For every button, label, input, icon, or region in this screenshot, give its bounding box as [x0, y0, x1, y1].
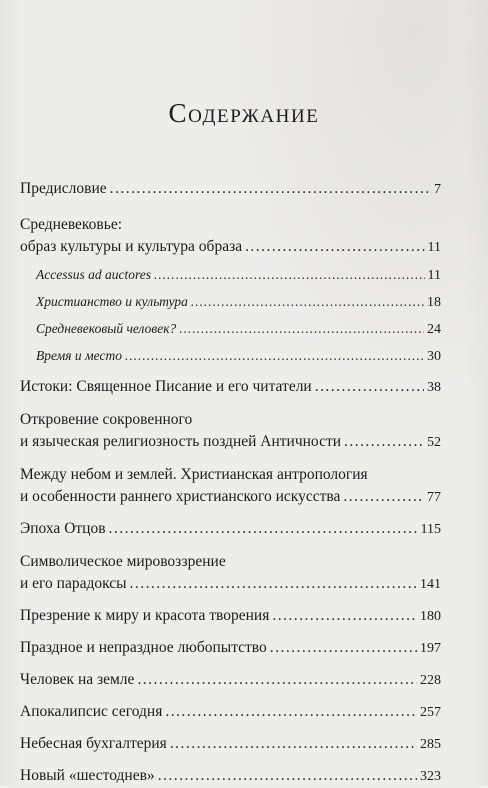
toc-entry-fathers	[20, 518, 441, 541]
dot-leader	[344, 431, 424, 453]
dot-leader	[170, 733, 417, 755]
toc-subentry-christianity-culture	[20, 291, 441, 314]
toc-entry-title: Accessus ad auctores	[36, 267, 151, 282]
toc-page-number: 52	[427, 435, 441, 450]
dot-leader	[137, 669, 417, 691]
toc-entry-preface	[20, 178, 441, 201]
dot-leader	[125, 345, 424, 367]
toc-entry-title: и его парадоксы	[20, 575, 127, 592]
table-of-contents	[20, 178, 441, 788]
dot-leader	[179, 318, 424, 340]
toc-entry-title: образ культуры и культура образа	[20, 238, 243, 255]
toc-entry-curiosity	[20, 637, 441, 660]
dot-leader	[158, 765, 417, 787]
toc-page-number: 11	[427, 268, 441, 283]
toc-entry-symbolic	[20, 551, 441, 596]
toc-page-number: 323	[420, 769, 441, 784]
toc-page-number: 7	[434, 182, 441, 197]
toc-entry-heavenly-accounting	[20, 733, 441, 756]
toc-entry-title-line1: Средневековье:	[20, 216, 122, 233]
toc-entry-title: Эпоха Отцов	[20, 520, 106, 537]
toc-entry-title-line1: Символическое мировоззрение	[20, 553, 226, 570]
toc-page-number: 30	[427, 349, 441, 364]
toc-entry-title: Время и место	[36, 348, 122, 363]
toc-entry-title-line1: Откровение сокровенного	[20, 411, 193, 428]
toc-page-number: 77	[427, 490, 441, 505]
toc-entry-heaven-earth	[20, 464, 441, 509]
dot-leader	[130, 573, 417, 595]
toc-entry-revelation	[20, 409, 441, 454]
toc-page-number: 141	[420, 577, 441, 592]
toc-entry-title: Предисловие	[20, 180, 107, 197]
toc-page-number: 228	[420, 673, 441, 688]
toc-entry-title: Средневековый человек?	[36, 321, 177, 336]
toc-entry-title: и языческая религиозность поздней Античности	[20, 433, 342, 450]
dot-leader	[272, 605, 417, 627]
dot-leader	[109, 518, 418, 540]
toc-page-number: 11	[427, 240, 441, 255]
toc-page-number: 285	[420, 737, 441, 752]
dot-leader	[270, 637, 417, 659]
toc-page-number: 197	[420, 641, 441, 656]
toc-page-number: 38	[427, 380, 441, 395]
toc-subentry-time-place	[20, 345, 441, 368]
toc-subentry-medieval-man	[20, 318, 441, 341]
toc-page-number: 257	[420, 705, 441, 720]
toc-entry-title: Праздное и непраздное любопытство	[20, 639, 267, 656]
dot-leader	[343, 486, 424, 508]
toc-subentry-accessus	[20, 264, 441, 287]
toc-page-number: 115	[420, 522, 441, 537]
toc-page-number: 180	[420, 609, 441, 624]
toc-entry-title: Человек на земле	[20, 671, 135, 688]
toc-entry-title: Истоки: Священное Писание и его читатели	[20, 378, 312, 395]
dot-leader	[165, 701, 417, 723]
dot-leader	[191, 291, 424, 313]
toc-entry-middle-ages	[20, 214, 441, 259]
dot-leader	[315, 376, 424, 398]
toc-entry-man-on-earth	[20, 669, 441, 692]
toc-entry-title: Новый «шестоднев»	[20, 767, 155, 784]
toc-entry-contempt-world	[20, 605, 441, 628]
toc-entry-sources	[20, 376, 441, 399]
toc-entry-apocalypse	[20, 701, 441, 724]
toc-page-number: 18	[427, 295, 441, 310]
toc-entry-title: Небесная бухгалтерия	[20, 735, 167, 752]
toc-entry-title: Презрение к миру и красота творения	[20, 607, 270, 624]
toc-entry-title-line1: Между небом и землей. Христианская антропология	[20, 466, 368, 483]
toc-entry-title: Христианство и культура	[36, 294, 188, 309]
toc-page-number: 24	[427, 322, 441, 337]
dot-leader	[154, 264, 425, 286]
dot-leader	[245, 236, 424, 258]
toc-entry-title: и особенности раннего христианского искусства	[20, 488, 341, 505]
dot-leader	[110, 178, 431, 200]
toc-entry-title: Апокалипсис сегодня	[20, 703, 163, 720]
page-title: Содержание	[168, 98, 320, 128]
